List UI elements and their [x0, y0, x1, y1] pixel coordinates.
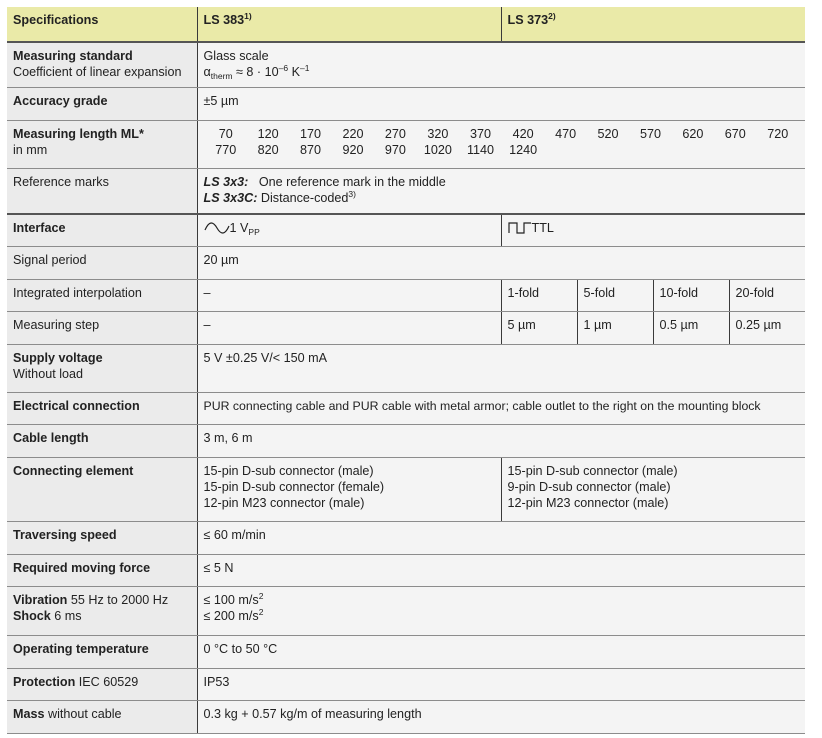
value-mass: 0.3 kg + 0.57 kg/m of measuring length	[197, 700, 805, 733]
label-interface: Interface	[7, 214, 197, 246]
value-measuring-standard: Glass scale $\alpha_{therm} \approx 8 \cdot 10^{-6}$ $K^{-1}$	[197, 42, 805, 87]
value-accuracy-grade: ±5 µm	[197, 87, 805, 120]
value-step-1: 5 µm	[501, 311, 577, 344]
label-mass: Mass without cable	[7, 700, 197, 733]
length-value: 1020	[423, 142, 452, 157]
length-value: 1240	[509, 142, 538, 157]
row-traversing-speed	[7, 521, 805, 554]
measuring-length-grid	[205, 126, 800, 158]
value-connecting-ls373: 15-pin D-sub connector (male) 9-pin D-sub connector (male) 12-pin M23 connector (male)	[501, 457, 805, 521]
header-ls383: LS 383$^{1)}$	[197, 7, 501, 42]
header-ls373: LS 373$^{2)}$	[501, 7, 805, 42]
label-reference-marks: Reference marks	[7, 168, 197, 214]
length-value: 620	[682, 126, 704, 141]
value-protection: IP53	[197, 668, 805, 700]
value-electrical-connection: PUR connecting cable and PUR cable with metal armor; cable outlet to the right on the mounting block	[197, 392, 805, 424]
square-wave-icon	[508, 221, 532, 235]
specifications-table	[7, 7, 805, 734]
row-protection	[7, 668, 805, 700]
length-value: 520	[597, 126, 619, 141]
length-value: 70	[218, 126, 233, 141]
value-signal-period: 20 µm	[197, 246, 805, 279]
value-step-ls383: –	[197, 311, 501, 344]
row-reference-marks	[7, 168, 805, 214]
row-supply-voltage	[7, 344, 805, 392]
label-measuring-step: Measuring step	[7, 311, 197, 344]
row-measuring-step	[7, 311, 805, 344]
value-reference-marks: LS 3x3: One reference mark in the middle LS 3x3C: Distance-coded$^{3)}$	[197, 168, 805, 214]
value-interface-ls373: TTL	[501, 214, 805, 246]
label-measuring-standard: Measuring standard Coefficient of linear expansion	[7, 42, 197, 87]
length-value: 720	[767, 126, 789, 141]
label-accuracy-grade: Accuracy grade	[7, 87, 197, 120]
value-interpolation-1: 1-fold	[501, 279, 577, 311]
header-specifications: Specifications	[7, 7, 197, 42]
row-mass	[7, 700, 805, 733]
label-moving-force: Required moving force	[7, 554, 197, 586]
value-interface-ls383: 1 $V_{PP}$	[197, 214, 501, 246]
value-interpolation-3: 10-fold	[653, 279, 729, 311]
row-vibration-shock	[7, 586, 805, 635]
length-value: 570	[639, 126, 661, 141]
value-interpolation-ls383: –	[197, 279, 501, 311]
row-accuracy-grade	[7, 87, 805, 120]
row-moving-force	[7, 554, 805, 586]
length-value: 670	[724, 126, 746, 141]
label-measuring-length: Measuring length ML* in mm	[7, 120, 197, 168]
length-value: 220	[342, 126, 364, 141]
label-integrated-interpolation: Integrated interpolation	[7, 279, 197, 311]
row-measuring-length	[7, 120, 805, 168]
length-value: 170	[300, 126, 322, 141]
value-supply-voltage: 5 V ±0.25 V/< 150 mA	[197, 344, 805, 392]
row-signal-period	[7, 246, 805, 279]
label-cable-length: Cable length	[7, 424, 197, 457]
length-value: 270	[384, 126, 406, 141]
value-moving-force: ≤ 5 N	[197, 554, 805, 586]
row-connecting-element	[7, 457, 805, 521]
label-traversing-speed: Traversing speed	[7, 521, 197, 554]
value-interpolation-2: 5-fold	[577, 279, 653, 311]
length-value: 470	[555, 126, 577, 141]
value-step-3: 0.5 µm	[653, 311, 729, 344]
length-value: 770	[215, 142, 237, 157]
header-row	[7, 7, 805, 42]
label-electrical-connection: Electrical connection	[7, 392, 197, 424]
length-value: 870	[300, 142, 322, 157]
label-operating-temperature: Operating temperature	[7, 635, 197, 668]
row-measuring-standard	[7, 42, 805, 87]
row-cable-length	[7, 424, 805, 457]
length-value: 370	[470, 126, 492, 141]
label-protection: Protection IEC 60529	[7, 668, 197, 700]
label-connecting-element: Connecting element	[7, 457, 197, 521]
row-electrical-connection	[7, 392, 805, 424]
length-value: 120	[257, 126, 279, 141]
sine-wave-icon	[204, 221, 230, 235]
value-step-4: 0.25 µm	[729, 311, 805, 344]
length-value: 820	[257, 142, 279, 157]
value-measuring-length	[197, 120, 805, 168]
row-integrated-interpolation	[7, 279, 805, 311]
label-vibration-shock: Vibration 55 Hz to 2000 Hz Shock 6 ms	[7, 586, 197, 635]
row-operating-temperature	[7, 635, 805, 668]
label-supply-voltage: Supply voltage Without load	[7, 344, 197, 392]
length-value: 970	[384, 142, 406, 157]
length-value: 420	[512, 126, 534, 141]
length-value: 320	[427, 126, 449, 141]
length-row-2	[205, 142, 800, 158]
value-traversing-speed: ≤ 60 m/min	[197, 521, 805, 554]
value-step-2: 1 µm	[577, 311, 653, 344]
length-value: 920	[342, 142, 364, 157]
row-interface	[7, 214, 805, 246]
value-cable-length: 3 m, 6 m	[197, 424, 805, 457]
value-interpolation-4: 20-fold	[729, 279, 805, 311]
value-vibration-shock: ≤ 100 $m/s^2$ ≤ 200 $m/s^2$	[197, 586, 805, 635]
value-connecting-ls383: 15-pin D-sub connector (male) 15-pin D-sub connector (female) 12-pin M23 connector (male)	[197, 457, 501, 521]
label-signal-period: Signal period	[7, 246, 197, 279]
length-row-1	[205, 126, 800, 142]
length-value: 1140	[466, 142, 495, 157]
value-operating-temperature: 0 °C to 50 °C	[197, 635, 805, 668]
